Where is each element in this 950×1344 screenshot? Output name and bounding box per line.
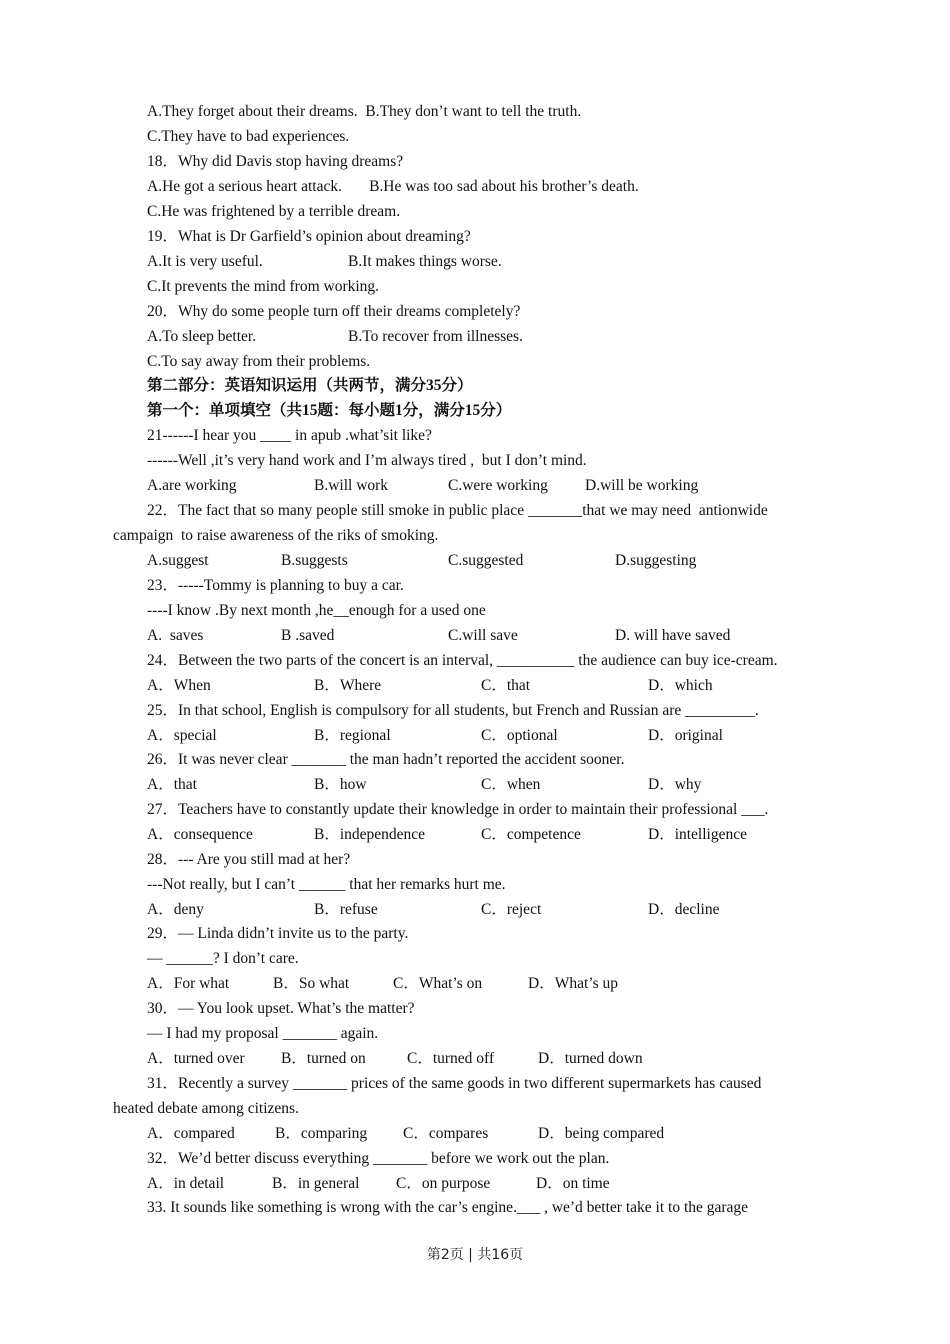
option-d: D.will be working <box>585 477 699 494</box>
question-31-continued: heated debate among citizens. <box>113 1100 299 1117</box>
option-b: B．in general <box>272 1175 360 1192</box>
option-c: C.will save <box>448 627 518 644</box>
option-a: A．When <box>147 677 211 694</box>
option-d: D．being compared <box>538 1125 665 1142</box>
option-b: B．comparing <box>275 1125 368 1142</box>
option-b: B.suggests <box>281 552 348 569</box>
option-d: D．which <box>648 677 713 694</box>
option-c: C．turned off <box>407 1050 495 1067</box>
option-a: A．that <box>147 776 197 793</box>
question-23-reply: ----I know .By next month ,he__enough for a used one <box>147 602 486 619</box>
option-b: B．refuse <box>314 901 378 918</box>
option-d: D.suggesting <box>615 552 697 569</box>
option-a: A．compared <box>147 1125 235 1142</box>
option-c: C．competence <box>481 826 581 843</box>
option-b: B.will work <box>314 477 389 494</box>
option-d: D．why <box>648 776 702 793</box>
q19-option-b: B.It makes things worse. <box>348 253 502 270</box>
option-a: A．consequence <box>147 826 253 843</box>
option-a: A．special <box>147 727 217 744</box>
option-a: A．For what <box>147 975 230 992</box>
question-30-reply: — I had my proposal _______ again. <box>147 1025 379 1042</box>
option-a: A．in detail <box>147 1175 225 1192</box>
q17-options-ab: A.They forget about their dreams. B.They don’t want to tell the truth. <box>147 103 582 120</box>
question-30: 30．— You look upset. What’s the matter? <box>147 1000 415 1017</box>
question-33: 33. It sounds like something is wrong with the car’s engine.___ , we’d better take it to the garage <box>147 1199 749 1216</box>
question-20: 20．Why do some people turn off their dreams completely? <box>147 303 521 320</box>
option-c: C．when <box>481 776 541 793</box>
option-d: D．on time <box>536 1175 610 1192</box>
question-24: 24．Between the two parts of the concert is an interval, __________ the audience can buy ice-cream. <box>147 652 778 669</box>
question-29: 29．— Linda didn’t invite us to the party. <box>147 925 409 942</box>
section-2-heading: 第二部分：英语知识运用（共两节，满分35分） <box>147 377 473 394</box>
option-d: D．intelligence <box>648 826 747 843</box>
option-d: D．original <box>648 727 723 744</box>
option-a: A.are working <box>147 477 237 494</box>
option-a: A.suggest <box>147 552 209 569</box>
section-2-part-1-heading: 第一个：单项填空（共15题：每小题1分，满分15分） <box>147 402 512 419</box>
question-22: 22．The fact that so many people still smoke in public place _______that we may need antionwide <box>147 502 768 519</box>
option-b: B．Where <box>314 677 382 694</box>
question-21: 21------I hear you ____ in apub .what’sit like? <box>147 427 432 444</box>
question-25: 25．In that school, English is compulsory for all students, but French and Russian are _________. <box>147 702 759 719</box>
option-c: C.suggested <box>448 552 524 569</box>
question-29-reply: — ______? I don’t care. <box>147 950 299 967</box>
option-b: B．how <box>314 776 367 793</box>
question-27: 27．Teachers have to constantly update their knowledge in order to maintain their professional ___. <box>147 801 769 818</box>
option-c: C．compares <box>403 1125 489 1142</box>
option-c: C．optional <box>481 727 558 744</box>
q18-options-ab: A.He got a serious heart attack. B.He was too sad about his brother’s death. <box>147 178 639 195</box>
q20-option-a: A.To sleep better. <box>147 328 257 345</box>
question-18: 18．Why did Davis stop having dreams? <box>147 153 404 170</box>
q18-option-c: C.He was frightened by a terrible dream. <box>147 203 401 220</box>
option-b: B．turned on <box>281 1050 366 1067</box>
q19-option-a: A.It is very useful. <box>147 253 263 270</box>
option-d: D．turned down <box>538 1050 643 1067</box>
option-a: A. saves <box>147 627 204 644</box>
page-footer: 第2页 | 共16页 <box>426 1247 524 1263</box>
question-28: 28．--- Are you still mad at her? <box>147 851 351 868</box>
option-d: D．What’s up <box>528 975 618 992</box>
question-31: 31．Recently a survey _______ prices of the same goods in two different supermarkets has caused <box>147 1075 762 1092</box>
question-23: 23．-----Tommy is planning to buy a car. <box>147 577 404 594</box>
q20-option-c: C.To say away from their problems. <box>147 353 371 370</box>
q20-option-b: B.To recover from illnesses. <box>348 328 523 345</box>
question-19: 19．What is Dr Garfield’s opinion about dreaming? <box>147 228 471 245</box>
option-c: C.were working <box>448 477 548 494</box>
option-d: D. will have saved <box>615 627 731 644</box>
q17-option-c: C.They have to bad experiences. <box>147 128 350 145</box>
option-c: C．reject <box>481 901 542 918</box>
question-21-reply: ------Well ,it’s very hand work and I’m always tired , but I don’t mind. <box>147 452 587 469</box>
option-c: C．What’s on <box>393 975 483 992</box>
question-28-reply: ---Not really, but I can’t ______ that her remarks hurt me. <box>147 876 506 893</box>
question-32: 32．We’d better discuss everything _______ before we work out the plan. <box>147 1150 610 1167</box>
option-a: A．deny <box>147 901 204 918</box>
option-b: B .saved <box>281 627 335 644</box>
option-b: B．regional <box>314 727 391 744</box>
q19-option-c: C.It prevents the mind from working. <box>147 278 380 295</box>
option-c: C．that <box>481 677 531 694</box>
question-22-continued: campaign to raise awareness of the riks of smoking. <box>113 527 439 544</box>
option-a: A．turned over <box>147 1050 245 1067</box>
option-b: B．So what <box>273 975 350 992</box>
option-b: B．independence <box>314 826 426 843</box>
option-d: D．decline <box>648 901 720 918</box>
option-c: C．on purpose <box>396 1175 491 1192</box>
question-26: 26．It was never clear _______ the man hadn’t reported the accident sooner. <box>147 751 625 768</box>
